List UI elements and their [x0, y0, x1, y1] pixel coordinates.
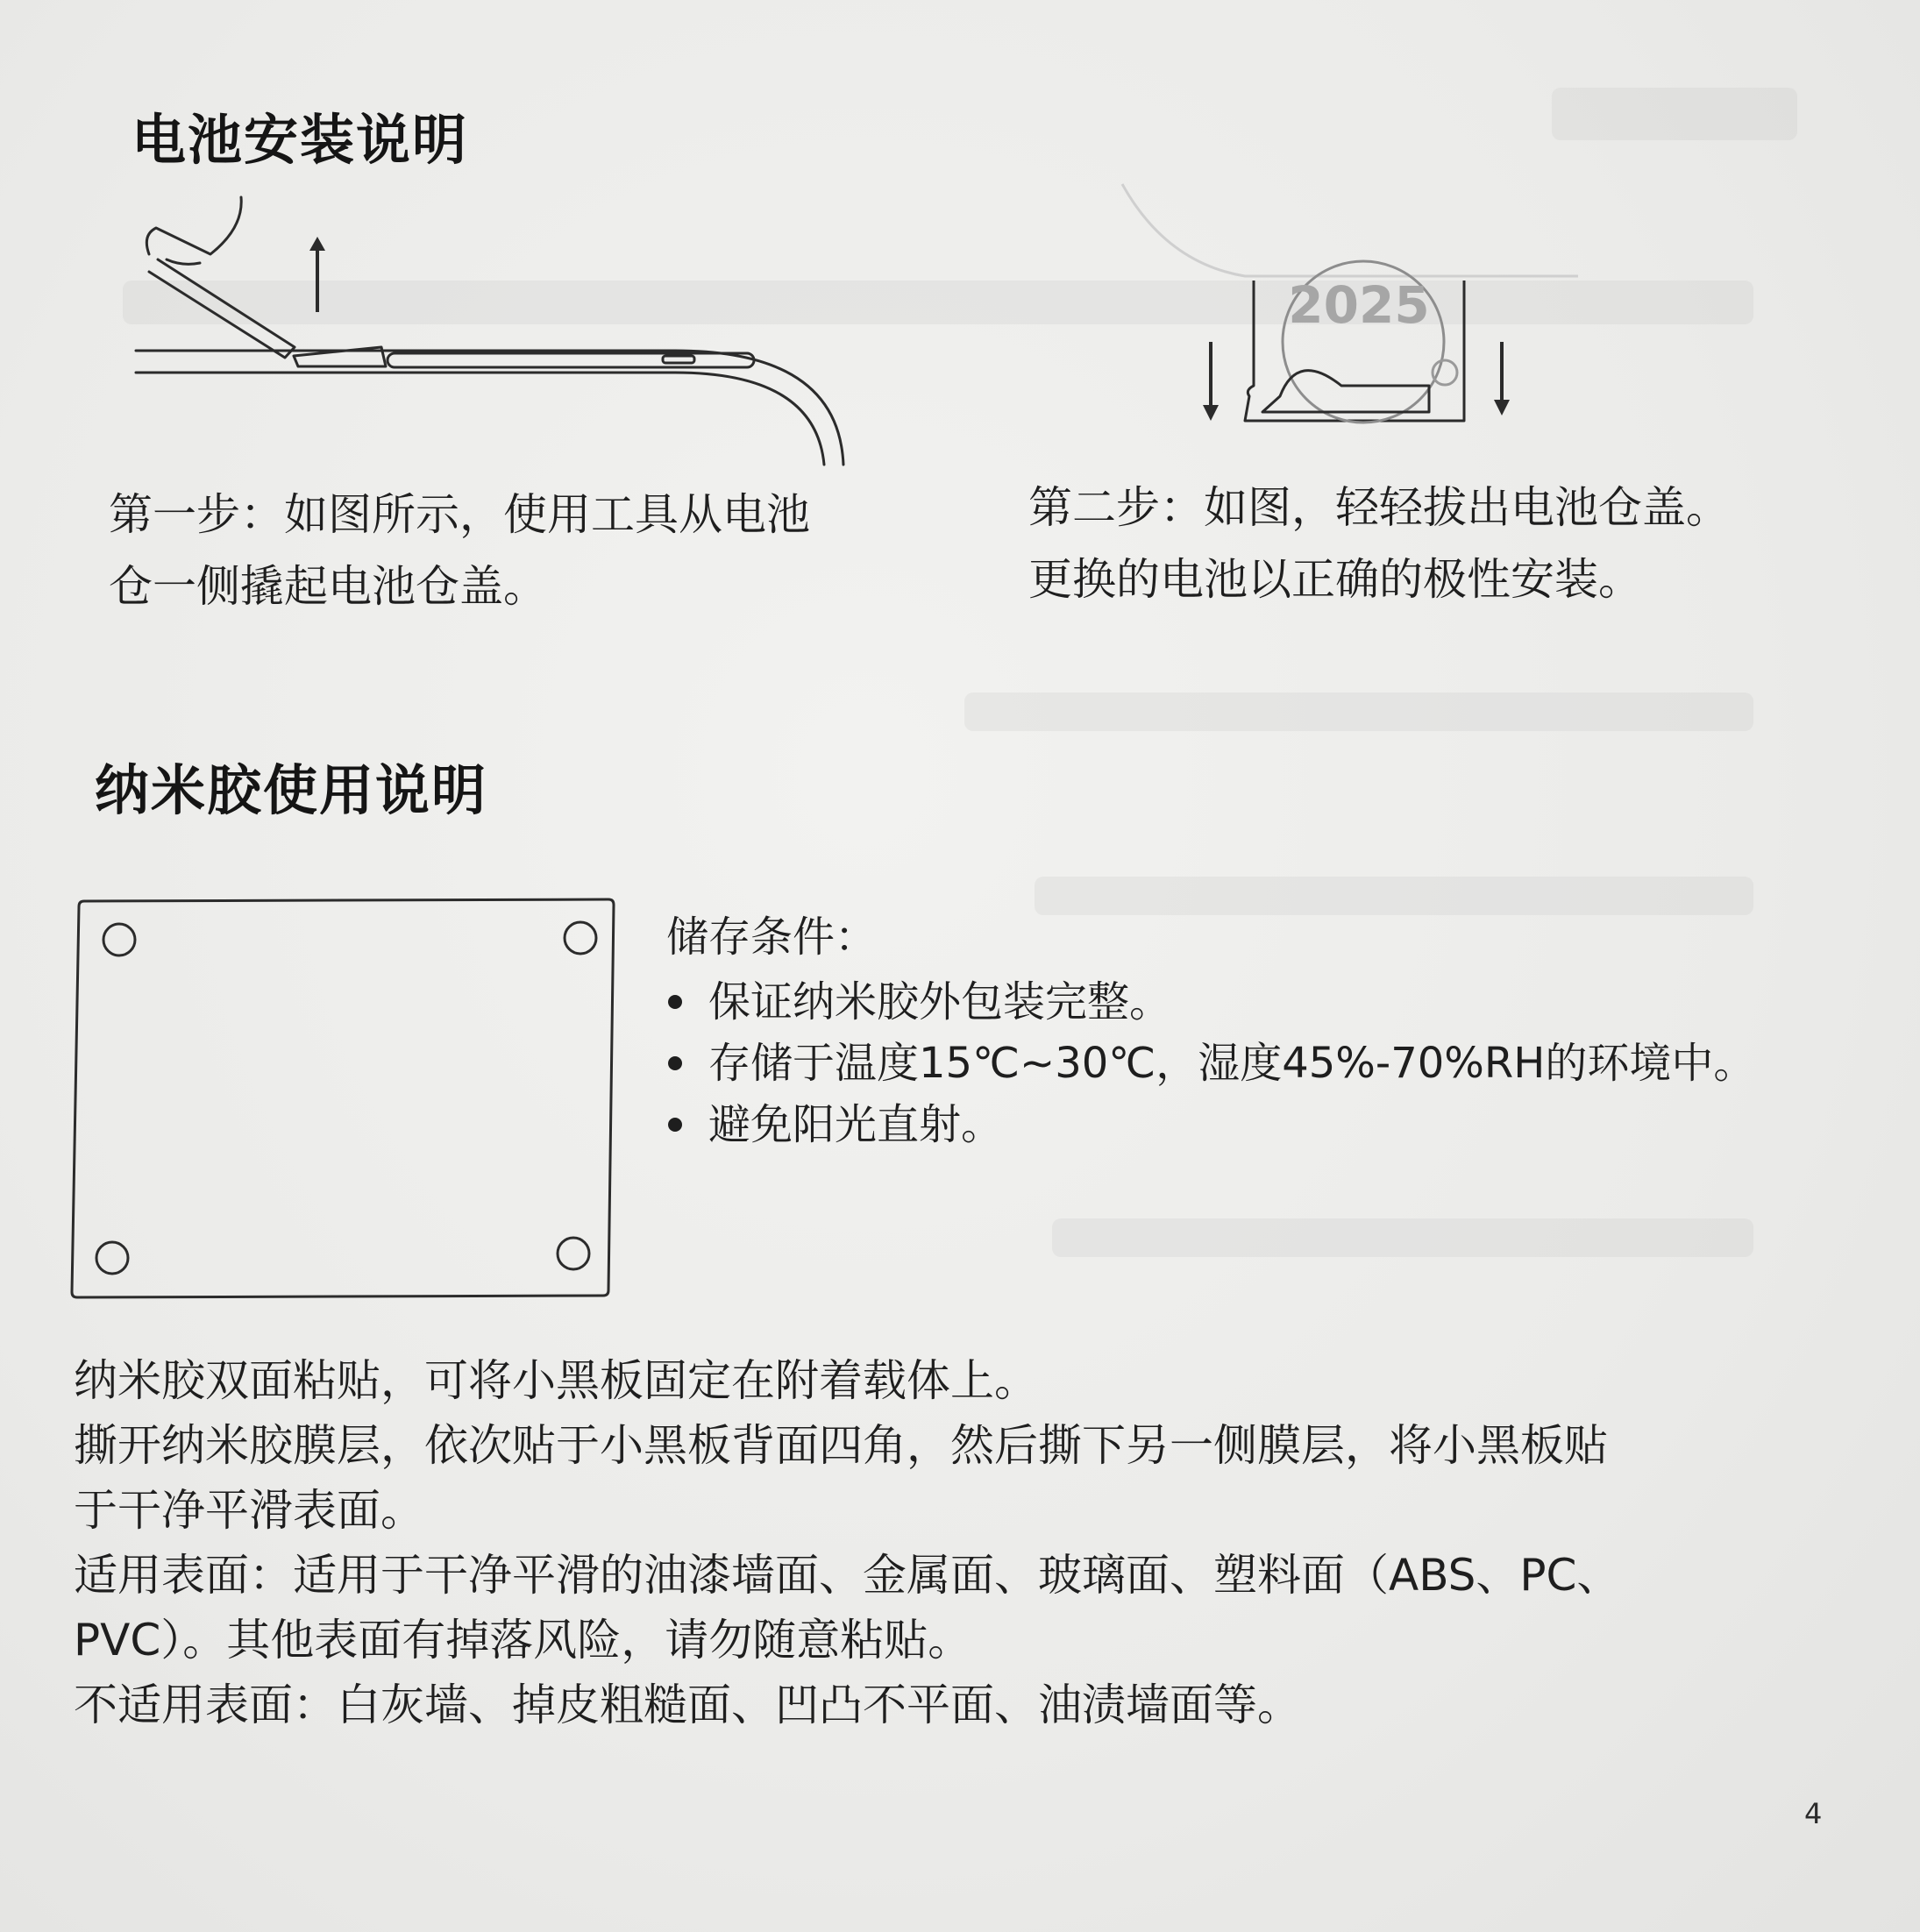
bullet-icon [668, 1118, 682, 1132]
storage-title: 储存条件： [666, 913, 878, 962]
bullet-icon [668, 995, 682, 1009]
pry-open-illustration [132, 193, 859, 473]
storage-item-text: 存储于温度15℃~30℃，湿度45%-70%RH的环境中。 [708, 1039, 1756, 1088]
positive-terminal [1433, 360, 1457, 385]
usage-paragraph: 纳米胶双面粘贴，可将小黑板固定在附着载体上。 [74, 1355, 1038, 1406]
step1-line2: 仓一侧撬起电池仓盖。 [109, 561, 547, 612]
adhesive-dot-bottom-left [96, 1242, 128, 1274]
adhesive-dot-top-left [103, 924, 135, 955]
usage-paragraph: 适用表面：适用于干净平滑的油漆墙面、金属面、玻璃面、塑料面（ABS、PC、 [74, 1550, 1621, 1601]
bleed-through-mark [1552, 88, 1797, 140]
finger-nail [167, 259, 200, 264]
battery-section-title: 电池安装说明 [132, 108, 469, 172]
usage-paragraph: 不适用表面：白灰墙、掉皮粗糙面、凹凸不平面、油渍墙面等。 [74, 1680, 1301, 1730]
storage-item [666, 1033, 1824, 1094]
down-arrow-right [1494, 342, 1510, 416]
storage-item [666, 971, 1824, 1033]
board-outline [72, 899, 614, 1297]
adhesive-dot-bottom-right [558, 1238, 589, 1269]
step1-text [109, 479, 810, 622]
step2-line1: 第二步：如图，轻轻拔出电池仓盖。 [1028, 482, 1730, 533]
storage-item-text: 保证纳米胶外包装完整。 [708, 977, 1172, 1026]
device-body-bottom-edge [136, 373, 824, 465]
storage-conditions [666, 903, 1824, 1155]
down-arrow-left [1203, 342, 1219, 421]
storage-item-text: 避免阳光直射。 [708, 1100, 1004, 1149]
remove-cover-illustration [1113, 167, 1604, 438]
lift-arrow [309, 237, 325, 312]
finger [146, 197, 241, 254]
storage-item [666, 1094, 1824, 1155]
page-number: 4 [1804, 1797, 1823, 1830]
usage-instructions [74, 1348, 1845, 1737]
step2-text [1028, 472, 1730, 615]
pry-tool [149, 259, 295, 358]
storage-list [666, 971, 1824, 1155]
step2-line2: 更换的电池以正确的极性安装。 [1028, 554, 1642, 605]
coin-cell-label: 2025 [1288, 275, 1430, 335]
nano-section-title: 纳米胶使用说明 [95, 758, 488, 822]
usage-paragraph: 于干净平滑表面。 [74, 1485, 424, 1536]
bleed-through-mark [964, 693, 1753, 731]
small-indicator [663, 356, 694, 363]
usage-paragraph: PVC）。其他表面有掉落风险，请勿随意粘贴。 [74, 1615, 972, 1666]
bleed-through-mark [1052, 1218, 1753, 1257]
cover-latch [1262, 371, 1429, 412]
board-back-illustration [70, 894, 622, 1306]
adhesive-dot-top-right [565, 922, 596, 954]
bullet-icon [668, 1056, 682, 1070]
battery-slot [388, 353, 754, 367]
usage-paragraph: 撕开纳米胶膜层，依次贴于小黑板背面四角，然后撕下另一侧膜层，将小黑板贴 [74, 1420, 1608, 1471]
step1-line1: 第一步：如图所示，使用工具从电池 [109, 489, 810, 540]
